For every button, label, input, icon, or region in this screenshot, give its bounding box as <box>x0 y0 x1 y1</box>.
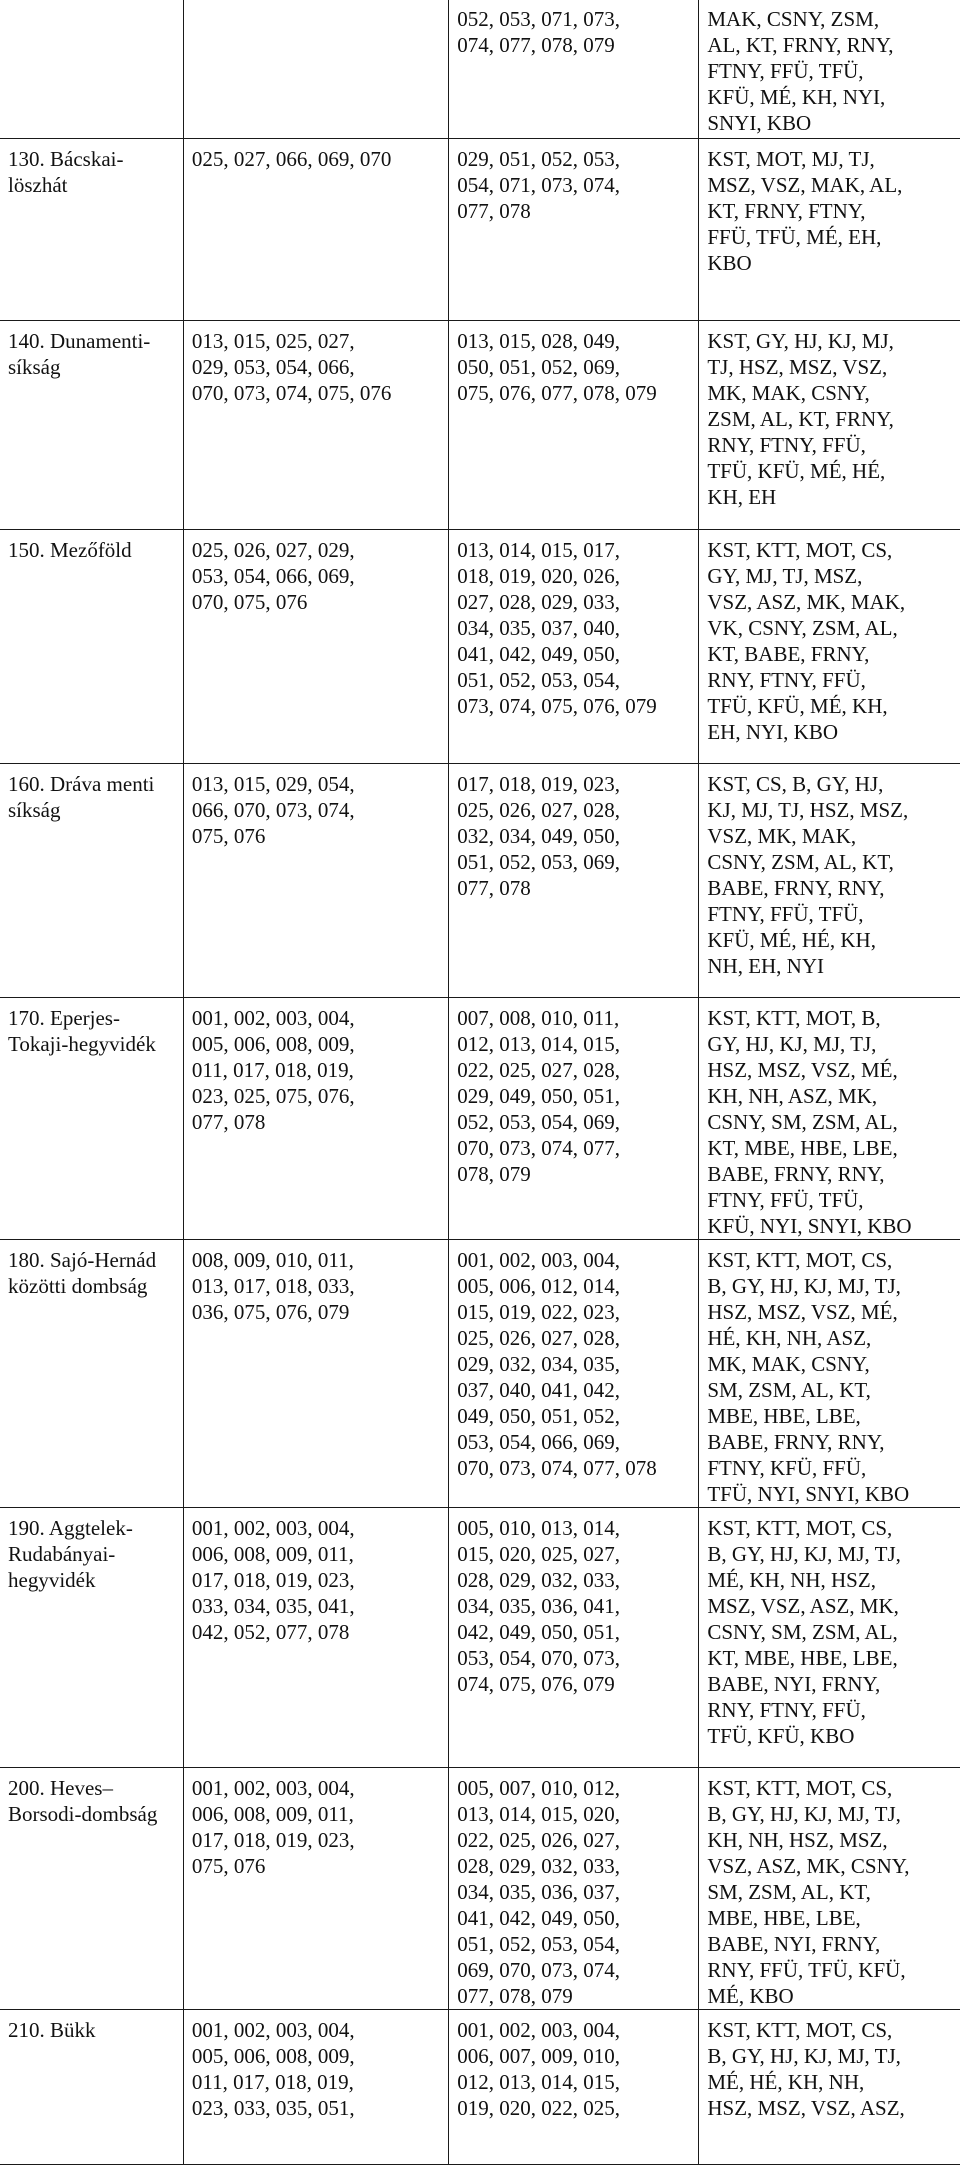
region-name-cell: 210. Bükk <box>0 2010 183 2165</box>
abbreviation-list-cell: KST, MOT, MJ, TJ, MSZ, VSZ, MAK, AL, KT, FRNY, FTNY, FFÜ, TFÜ, MÉ, EH, KBO <box>699 139 960 321</box>
region-name-cell: 180. Sajó-Hernád közötti dombság <box>0 1240 183 1508</box>
abbreviation-list-cell: KST, KTT, MOT, CS, B, GY, HJ, KJ, MJ, TJ, HSZ, MSZ, VSZ, MÉ, HÉ, KH, NH, ASZ, MK, MAK, CSNY, SM, ZSM, AL, KT, MBE, HBE, LBE, BABE, FRNY, RNY, FTNY, KFÜ, FFÜ, TFÜ, NYI, SNYI, KBO <box>699 1240 960 1508</box>
table-row <box>0 321 960 530</box>
code-list-cell: 001, 002, 003, 004, 005, 006, 008, 009, 011, 017, 018, 019, 023, 033, 035, 051, <box>183 2010 448 2165</box>
abbreviation-list-cell: KST, KTT, MOT, B, GY, HJ, KJ, MJ, TJ, HSZ, MSZ, VSZ, MÉ, KH, NH, ASZ, MK, CSNY, SM, ZSM, AL, KT, MBE, HBE, LBE, BABE, FRNY, RNY, FTNY, FFÜ, TFÜ, KFÜ, NYI, SNYI, KBO <box>699 998 960 1240</box>
code-list-cell: 013, 015, 025, 027, 029, 053, 054, 066, 070, 073, 074, 075, 076 <box>183 321 448 530</box>
code-list-cell: 013, 014, 015, 017, 018, 019, 020, 026, 027, 028, 029, 033, 034, 035, 037, 040, 041, 042, 049, 050, 051, 052, 053, 054, 073, 074, 075, 076, 079 <box>449 530 699 764</box>
code-list-cell: 001, 002, 003, 004, 006, 008, 009, 011, 017, 018, 019, 023, 033, 034, 035, 041, 042, 052, 077, 078 <box>183 1508 448 1768</box>
table-row <box>0 1768 960 2010</box>
region-name-cell <box>0 0 183 139</box>
table-row <box>0 2010 960 2165</box>
code-list-cell: 008, 009, 010, 011, 013, 017, 018, 033, 036, 075, 076, 079 <box>183 1240 448 1508</box>
code-list-cell: 001, 002, 003, 004, 006, 008, 009, 011, 017, 018, 019, 023, 075, 076 <box>183 1768 448 2010</box>
code-list-cell: 005, 010, 013, 014, 015, 020, 025, 027, 028, 029, 032, 033, 034, 035, 036, 041, 042, 049, 050, 051, 053, 054, 070, 073, 074, 075, 076, 079 <box>449 1508 699 1768</box>
abbreviation-list-cell: KST, KTT, MOT, CS, GY, MJ, TJ, MSZ, VSZ, ASZ, MK, MAK, VK, CSNY, ZSM, AL, KT, BABE, FRNY, RNY, FTNY, FFÜ, TFÜ, KFÜ, MÉ, KH, EH, NYI, KBO <box>699 530 960 764</box>
table-row <box>0 0 960 139</box>
code-list-cell: 052, 053, 071, 073, 074, 077, 078, 079 <box>449 0 699 139</box>
code-list-cell: 001, 002, 003, 004, 005, 006, 012, 014, 015, 019, 022, 023, 025, 026, 027, 028, 029, 032, 034, 035, 037, 040, 041, 042, 049, 050, 051, 052, 053, 054, 066, 069, 070, 073, 074, 077, 078 <box>449 1240 699 1508</box>
code-list-cell: 013, 015, 028, 049, 050, 051, 052, 069, 075, 076, 077, 078, 079 <box>449 321 699 530</box>
table-row <box>0 764 960 998</box>
code-list-cell: 025, 026, 027, 029, 053, 054, 066, 069, 070, 075, 076 <box>183 530 448 764</box>
table-row <box>0 139 960 321</box>
table-row <box>0 1240 960 1508</box>
table-row <box>0 1508 960 1768</box>
abbreviation-list-cell: KST, KTT, MOT, CS, B, GY, HJ, KJ, MJ, TJ, KH, NH, HSZ, MSZ, VSZ, ASZ, MK, CSNY, SM, ZSM, AL, KT, MBE, HBE, LBE, BABE, NYI, FRNY, RNY, FFÜ, TFÜ, KFÜ, MÉ, KBO <box>699 1768 960 2010</box>
table-row <box>0 998 960 1240</box>
region-name-cell: 170. Eperjes- Tokaji-hegyvidék <box>0 998 183 1240</box>
region-name-cell: 190. Aggtelek- Rudabányai-hegyvidék <box>0 1508 183 1768</box>
code-list-cell <box>183 0 448 139</box>
code-list-cell: 017, 018, 019, 023, 025, 026, 027, 028, 032, 034, 049, 050, 051, 052, 053, 069, 077, 078 <box>449 764 699 998</box>
region-name-cell: 130. Bácskai-löszhát <box>0 139 183 321</box>
table-row <box>0 530 960 764</box>
region-name-cell: 150. Mezőföld <box>0 530 183 764</box>
region-name-cell: 140. Dunamenti-síkság <box>0 321 183 530</box>
code-list-cell: 025, 027, 066, 069, 070 <box>183 139 448 321</box>
abbreviation-list-cell: KST, GY, HJ, KJ, MJ, TJ, HSZ, MSZ, VSZ, MK, MAK, CSNY, ZSM, AL, KT, FRNY, RNY, FTNY, FFÜ, TFÜ, KFÜ, MÉ, HÉ, KH, EH <box>699 321 960 530</box>
region-name-cell: 200. Heves– Borsodi-dombság <box>0 1768 183 2010</box>
code-list-cell: 013, 015, 029, 054, 066, 070, 073, 074, 075, 076 <box>183 764 448 998</box>
code-list-cell: 005, 007, 010, 012, 013, 014, 015, 020, 022, 025, 026, 027, 028, 029, 032, 033, 034, 035, 036, 037, 041, 042, 049, 050, 051, 052, 053, 054, 069, 070, 073, 074, 077, 078, 079 <box>449 1768 699 2010</box>
region-name-cell: 160. Dráva menti síkság <box>0 764 183 998</box>
abbreviation-list-cell: KST, KTT, MOT, CS, B, GY, HJ, KJ, MJ, TJ, MÉ, KH, NH, HSZ, MSZ, VSZ, ASZ, MK, CSNY, SM, ZSM, AL, KT, MBE, HBE, LBE, BABE, NYI, FRNY, RNY, FTNY, FFÜ, TFÜ, KFÜ, KBO <box>699 1508 960 1768</box>
code-list-cell: 001, 002, 003, 004, 005, 006, 008, 009, 011, 017, 018, 019, 023, 025, 075, 076, 077, 078 <box>183 998 448 1240</box>
abbreviation-list-cell: KST, KTT, MOT, CS, B, GY, HJ, KJ, MJ, TJ, MÉ, HÉ, KH, NH, HSZ, MSZ, VSZ, ASZ, <box>699 2010 960 2165</box>
code-list-cell: 029, 051, 052, 053, 054, 071, 073, 074, 077, 078 <box>449 139 699 321</box>
code-list-cell: 007, 008, 010, 011, 012, 013, 014, 015, 022, 025, 027, 028, 029, 049, 050, 051, 052, 053, 054, 069, 070, 073, 074, 077, 078, 079 <box>449 998 699 1240</box>
code-list-cell: 001, 002, 003, 004, 006, 007, 009, 010, 012, 013, 014, 015, 019, 020, 022, 025, <box>449 2010 699 2165</box>
abbreviation-list-cell: KST, CS, B, GY, HJ, KJ, MJ, TJ, HSZ, MSZ, VSZ, MK, MAK, CSNY, ZSM, AL, KT, BABE, FRNY, RNY, FTNY, FFÜ, TFÜ, KFÜ, MÉ, HÉ, KH, NH, EH, NYI <box>699 764 960 998</box>
abbreviation-list-cell: MAK, CSNY, ZSM, AL, KT, FRNY, RNY, FTNY, FFÜ, TFÜ, KFÜ, MÉ, KH, NYI, SNYI, KBO <box>699 0 960 139</box>
